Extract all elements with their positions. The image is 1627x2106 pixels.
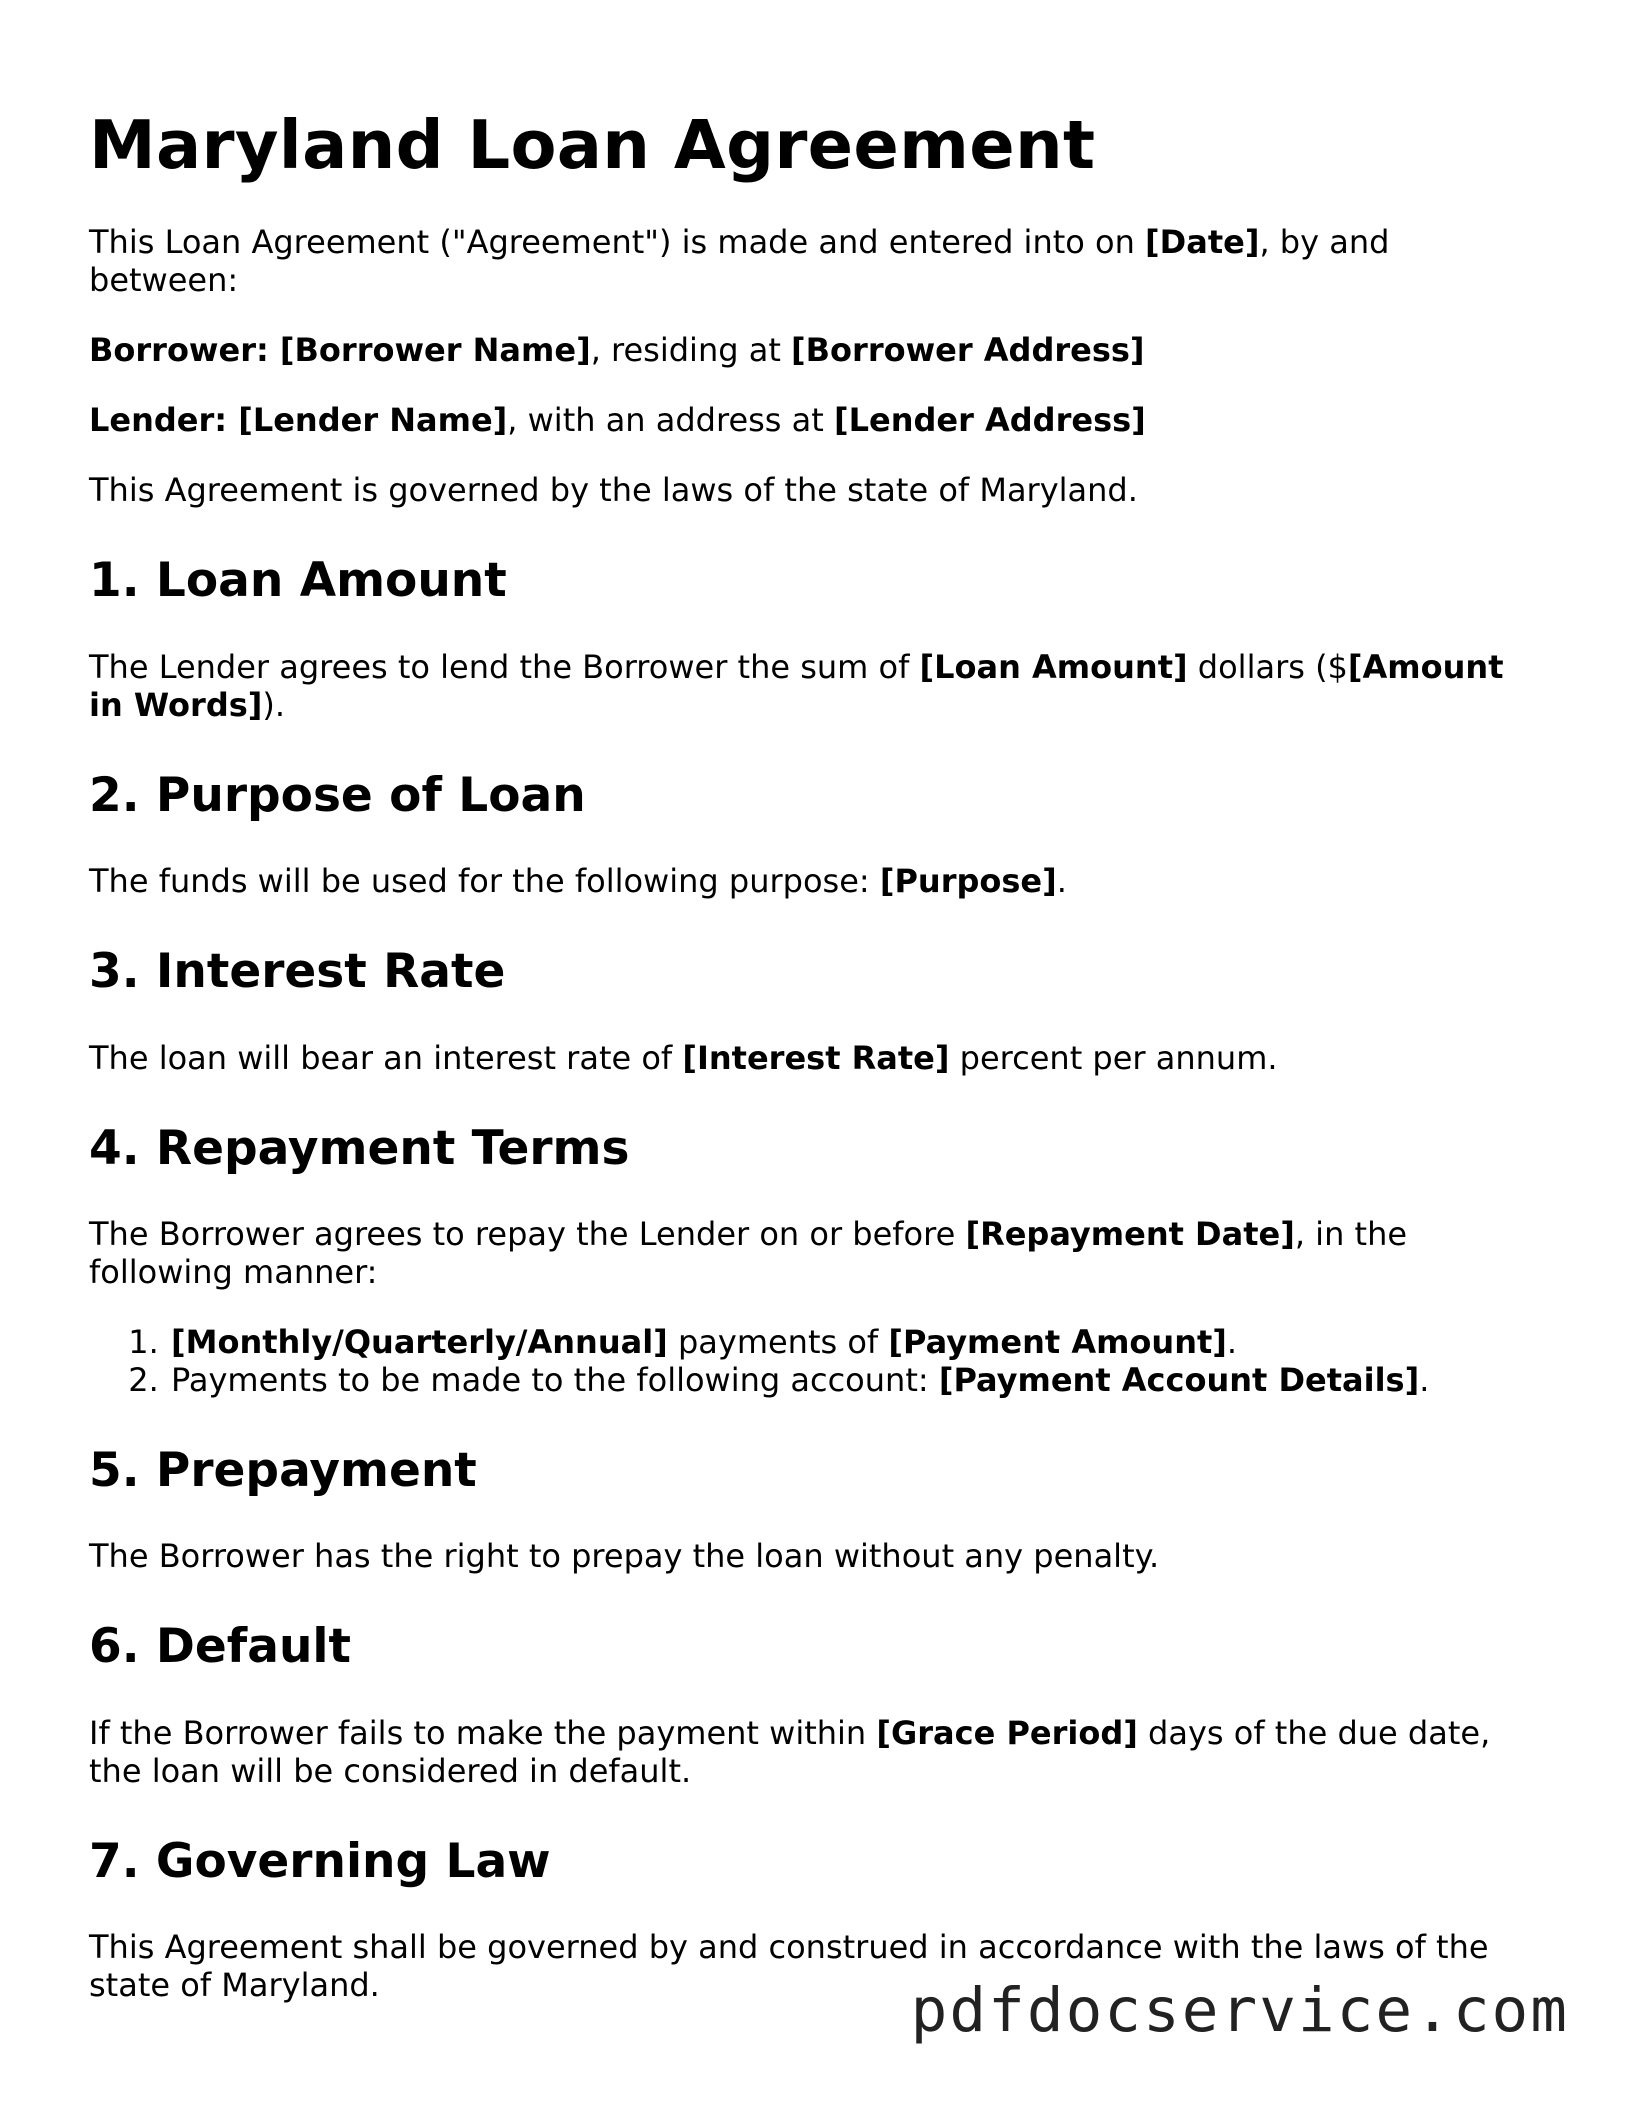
governing-law-paragraph: This Agreement shall be governed by and construed in accordance with the laws of the state of Maryland. (89, 1928, 1489, 2005)
loan-amount-placeholder: [Loan Amount] (919, 647, 1188, 686)
intro-paragraph: This Loan Agreement ("Agreement") is made and entered into on [Date], by and between: (89, 223, 1390, 300)
interest-rate-placeholder: [Interest Rate] (682, 1038, 950, 1077)
payment-account-placeholder: [Payment Account Details] (938, 1360, 1420, 1399)
list-item: 1. [Monthly/Quarterly/Annual] payments of [Payment Amount]. (169, 1323, 1529, 1361)
default-paragraph: If the Borrower fails to make the payment within [Grace Period] days of the due date, the loan will be considered in default. (89, 1713, 1491, 1790)
governed-statement: This Agreement is governed by the laws of the state of Maryland. (89, 471, 1138, 510)
section-heading-governing-law: 7. Governing Law (89, 1833, 551, 1889)
section-heading-loan-amount: 1. Loan Amount (89, 553, 507, 609)
document-body (89, 105, 1529, 2036)
section-heading-purpose: 2. Purpose of Loan (89, 767, 586, 823)
repayment-list (89, 1323, 1529, 1399)
borrower-name-placeholder: [Borrower Name] (279, 331, 591, 370)
repayment-paragraph: The Borrower agrees to repay the Lender on or before [Repayment Date], in the following manner: (89, 1214, 1408, 1291)
prepayment-paragraph: The Borrower has the right to prepay the loan without any penalty. (89, 1537, 1160, 1576)
section-heading-interest-rate: 3. Interest Rate (89, 944, 506, 1000)
watermark: pdfdocservice.com (910, 1975, 1569, 2046)
borrower-line: Borrower: [Borrower Name], residing at [Borrower Address] (89, 331, 1145, 370)
lender-name-placeholder: [Lender Name] (238, 401, 508, 440)
payment-amount-placeholder: [Payment Amount] (888, 1322, 1227, 1361)
borrower-address-placeholder: [Borrower Address] (791, 331, 1145, 370)
lender-address-placeholder: [Lender Address] (833, 401, 1146, 440)
lender-line: Lender: [Lender Name], with an address at [Lender Address] (89, 401, 1146, 440)
payment-frequency-placeholder: [Monthly/Quarterly/Annual] (171, 1322, 668, 1361)
section-heading-default: 6. Default (89, 1619, 352, 1675)
loan-amount-paragraph: The Lender agrees to lend the Borrower the sum of [Loan Amount] dollars ($[Amount in Words]). (89, 647, 1504, 724)
grace-period-placeholder: [Grace Period] (876, 1713, 1138, 1752)
date-placeholder: [Date] (1145, 223, 1260, 262)
list-item: 2. Payments to be made to the following account: [Payment Account Details]. (169, 1361, 1529, 1399)
section-heading-prepayment: 5. Prepayment (89, 1442, 477, 1498)
lender-label: Lender: (89, 401, 239, 440)
repayment-date-placeholder: [Repayment Date] (965, 1214, 1295, 1253)
purpose-paragraph: The funds will be used for the following purpose: [Purpose]. (89, 862, 1067, 901)
amount-in-words-placeholder: [Amount in Words] (89, 647, 1504, 724)
borrower-label: Borrower: (89, 331, 280, 370)
section-heading-repayment: 4. Repayment Terms (89, 1120, 630, 1176)
document-title: Maryland Loan Agreement (89, 106, 1096, 184)
interest-paragraph: The loan will bear an interest rate of [Interest Rate] percent per annum. (89, 1038, 1278, 1077)
purpose-placeholder: [Purpose] (879, 862, 1057, 901)
